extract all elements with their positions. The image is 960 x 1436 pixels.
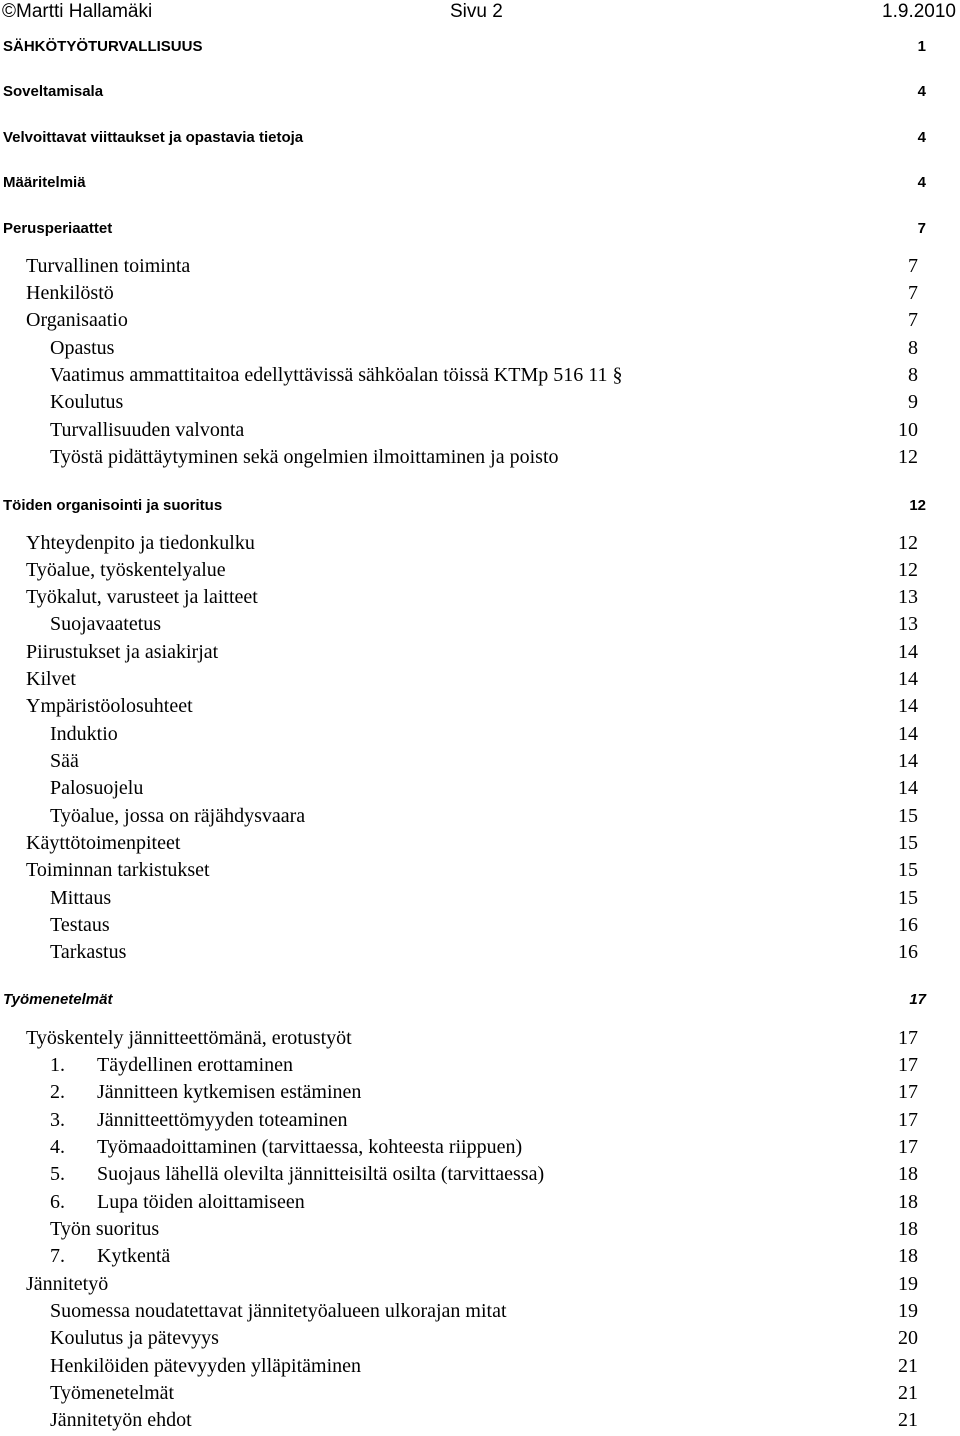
toc-entry-title: Perusperiaattet (3, 220, 113, 237)
toc-entry-title: Palosuojelu (50, 777, 144, 799)
toc-entry-page: 8 (908, 337, 918, 359)
toc-entry-title: Sää (50, 750, 79, 772)
toc-entry-page: 14 (898, 750, 918, 772)
toc-entry-page: 4 (917, 83, 926, 100)
toc-entry-title-text: Lupa töiden aloittamiseen (97, 1191, 305, 1213)
toc-entry-title: Soveltamisala (3, 83, 104, 100)
toc-entry-title: Toiminnan tarkistukset (26, 859, 210, 881)
header-author: ©Martti Hallamäki (2, 1, 153, 22)
toc-entry-title: Mittaus (50, 887, 112, 909)
toc-entry-title: Opastus (50, 337, 115, 359)
toc-entry-page: 14 (898, 723, 918, 745)
toc-entry-title: Työskentely jännitteettömänä, erotustyöt (26, 1027, 352, 1049)
toc-entry-page: 17 (898, 1027, 918, 1049)
toc-entry-page: 15 (898, 805, 918, 827)
toc-entry-title: Kilvet (26, 668, 76, 690)
toc-entry-title-text: Suojaus lähellä olevilta jännitteisiltä osilta (tarvittaessa) (97, 1163, 545, 1185)
toc-entry-page: 14 (898, 695, 918, 717)
toc-entry-page: 21 (898, 1355, 918, 1377)
toc-entry-number: 2. (50, 1081, 65, 1103)
toc-entry-title: Tarkastus (50, 941, 127, 963)
toc-entry-page: 19 (898, 1273, 918, 1295)
toc-entry-title: Organisaatio (26, 309, 128, 331)
toc-entry-page: 21 (898, 1409, 918, 1431)
toc-entry-number: 7. (50, 1245, 65, 1267)
toc-entry-page: 15 (898, 832, 918, 854)
toc-entry-page: 7 (908, 255, 918, 277)
toc-entry-title (50, 1080, 361, 1104)
toc-entry-number: 4. (50, 1136, 65, 1158)
toc-entry-page: 9 (908, 391, 918, 413)
toc-entry-title: Velvoittavat viittaukset ja opastavia tietoja (3, 129, 304, 146)
toc-entry-page: 17 (898, 1054, 918, 1076)
toc-entry-title: Henkilöiden pätevyyden ylläpitäminen (50, 1355, 362, 1377)
toc-entry-title (50, 1053, 293, 1077)
toc-entry-title (50, 1108, 348, 1132)
toc-entry-page: 18 (898, 1245, 918, 1267)
toc-entry-page: 12 (898, 559, 918, 581)
toc-entry-title: Jännitetyön ehdot (50, 1409, 192, 1431)
toc-entry-page: 14 (898, 668, 918, 690)
toc-entry-title: Työalue, työskentelyalue (26, 559, 226, 581)
header-page-number: Sivu 2 (450, 1, 503, 22)
toc-entry-page: 4 (917, 174, 926, 191)
toc-entry-title (50, 1162, 544, 1186)
toc-entry-page: 10 (898, 419, 918, 441)
toc-entry-page: 14 (898, 777, 918, 799)
toc-entry-title-text: Täydellinen erottaminen (97, 1054, 294, 1076)
toc-entry-title: Yhteydenpito ja tiedonkulku (26, 532, 255, 554)
toc-entry-title: Henkilöstö (26, 282, 114, 304)
toc-entry-title: Turvallinen toiminta (26, 255, 191, 277)
toc-entry-title-text: Jännitteettömyyden toteaminen (97, 1109, 348, 1131)
toc-entry-title (50, 1135, 522, 1159)
toc-entry-title: Koulutus ja pätevyys (50, 1327, 219, 1349)
toc-entry-title: Suojavaatetus (50, 613, 162, 635)
toc-entry-page: 14 (898, 641, 918, 663)
toc-entry-title: Työalue, jossa on räjähdysvaara (50, 805, 306, 827)
toc-entry-title: Työmenetelmät (50, 1382, 175, 1404)
toc-entry-page: 19 (898, 1300, 918, 1322)
toc-entry-page: 1 (917, 38, 926, 55)
toc-entry-title: Työn suoritus (50, 1218, 160, 1240)
toc-entry-title: Työmenetelmät (3, 991, 113, 1008)
toc-entry-page: 13 (898, 586, 918, 608)
toc-entry-page: 4 (917, 129, 926, 146)
toc-entry-page: 17 (898, 1081, 918, 1103)
toc-entry-page: 7 (908, 282, 918, 304)
toc-entry-title-text: Työmaadoittaminen (tarvittaessa, kohteesta riippuen) (97, 1136, 523, 1158)
toc-entry-page: 12 (909, 497, 926, 514)
toc-entry-title: SÄHKÖTYÖTURVALLISUUS (3, 38, 203, 55)
toc-entry-page: 18 (898, 1163, 918, 1185)
toc-entry-title: Induktio (50, 723, 118, 745)
toc-entry-number: 5. (50, 1163, 65, 1185)
toc-entry-title: Vaatimus ammattitaitoa edellyttävissä sähköalan töissä KTMp 516 11 § (50, 364, 623, 386)
toc-entry-page: 16 (898, 914, 918, 936)
toc-entry-page: 12 (898, 532, 918, 554)
toc-entry-title: Määritelmiä (3, 174, 86, 191)
toc-entry-page: 18 (898, 1191, 918, 1213)
toc-entry-title-text: Kytkentä (97, 1245, 171, 1267)
toc-entry-title: Työkalut, varusteet ja laitteet (26, 586, 258, 608)
toc-entry-title: Turvallisuuden valvonta (50, 419, 245, 441)
toc-entry-page: 15 (898, 859, 918, 881)
toc-entry-title: Testaus (50, 914, 110, 936)
toc-entry-page: 18 (898, 1218, 918, 1240)
toc-entry-title: Käyttötoimenpiteet (26, 832, 181, 854)
toc-entry-title: Piirustukset ja asiakirjat (26, 641, 219, 663)
toc-entry-number: 6. (50, 1191, 65, 1213)
toc-entry-page: 21 (898, 1382, 918, 1404)
toc-entry-title-text: Jännitteen kytkemisen estäminen (97, 1081, 362, 1103)
toc-entry-number: 3. (50, 1109, 65, 1131)
toc-entry-title: Ympäristöolosuhteet (26, 695, 193, 717)
toc-entry-page: 8 (908, 364, 918, 386)
toc-entry-number: 1. (50, 1054, 65, 1076)
toc-entry-page: 13 (898, 613, 918, 635)
header-date: 1.9.2010 (882, 1, 956, 22)
toc-entry-title: Työstä pidättäytyminen sekä ongelmien ilmoittaminen ja poisto (50, 446, 559, 468)
toc-entry-title (50, 1244, 170, 1268)
toc-entry-title (50, 1190, 305, 1214)
toc-entry-page: 17 (909, 991, 926, 1008)
toc-entry-title: Töiden organisointi ja suoritus (3, 497, 223, 514)
toc-entry-page: 7 (908, 309, 918, 331)
toc-entry-page: 7 (917, 220, 926, 237)
toc-entry-title: Koulutus (50, 391, 124, 413)
toc-entry-page: 15 (898, 887, 918, 909)
toc-entry-page: 17 (898, 1136, 918, 1158)
toc-entry-page: 17 (898, 1109, 918, 1131)
toc-entry-page: 20 (898, 1327, 918, 1349)
toc-entry-title: Jännitetyö (26, 1273, 109, 1295)
toc-entry-page: 12 (898, 446, 918, 468)
toc-entry-page: 16 (898, 941, 918, 963)
toc-entry-title: Suomessa noudatettavat jännitetyöalueen ulkorajan mitat (50, 1300, 507, 1322)
